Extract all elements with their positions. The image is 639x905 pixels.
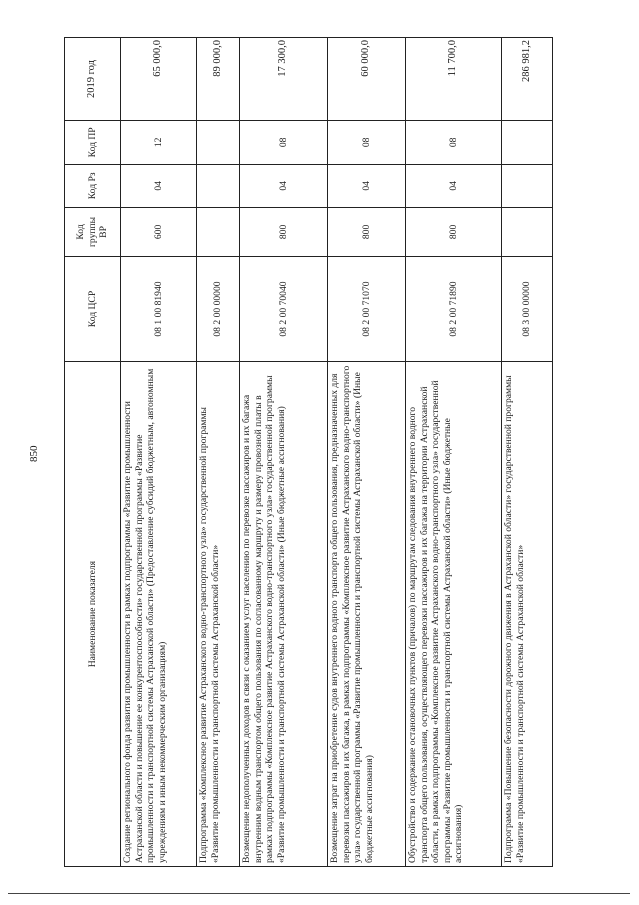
budget-table-container: [64, 37, 552, 867]
row-vr: [502, 208, 553, 257]
row-rz: [502, 164, 553, 207]
page-bottom-rule: [8, 893, 630, 894]
row-vr: [197, 208, 240, 257]
table-row: [197, 38, 240, 867]
row-csr: 08 2 00 00000: [197, 256, 240, 361]
row-year: 17 300,0: [240, 38, 328, 121]
row-csr: 08 3 00 00000: [502, 256, 553, 361]
row-name: Обустройство и содержание остановочных пунктов (причалов) по маршрутам следования внутреннего водного транспорта общего пользования, осуществляющего перевозки пассажиров и их багажа на территории Астраханской области, в рамках подпрограммы «Комплексное развитие Астраханского водно-транспортного узла» государственной программы «Развитие промышленности и транспортной системы Астраханской области» (Иные бюджетные ассигнования): [406, 362, 502, 867]
row-pr: [502, 121, 553, 164]
row-csr: 08 1 00 81940: [121, 256, 197, 361]
row-pr: 08: [406, 121, 502, 164]
row-year: 60 000,0: [328, 38, 406, 121]
row-rz: 04: [328, 164, 406, 207]
page-number: 850: [28, 445, 40, 462]
row-vr: 800: [406, 208, 502, 257]
row-name: Возмещение затрат на приобретение судов внутреннего водного транспорта общего пользования, предназначенных для перевозки пассажиров и их багажа, в рамках подпрограммы «Комплексное развитие Астраханского водно-транспортного узла» государственной программы «Развитие промышленности и транспортной системы Астраханской области» (Иные бюджетные ассигнования): [328, 362, 406, 867]
row-rz: [197, 164, 240, 207]
row-name: Подпрограмма «Комплексное развитие Астраханского водно-транспортного узла» государственной программы «Развитие промышленности и транспортной системы Астраханской области»: [197, 362, 240, 867]
row-pr: 08: [328, 121, 406, 164]
header-csr: Код ЦСР: [65, 256, 121, 361]
header-pr: Код ПР: [65, 121, 121, 164]
row-rz: 04: [240, 164, 328, 207]
header-name: Наименование показателя: [65, 362, 121, 867]
budget-table: [64, 37, 553, 867]
table-row: [502, 38, 553, 867]
table-row: [406, 38, 502, 867]
row-year: 65 000,0: [121, 38, 197, 121]
row-csr: 08 2 00 71890: [406, 256, 502, 361]
row-pr: [197, 121, 240, 164]
row-vr: 800: [328, 208, 406, 257]
row-rz: 04: [121, 164, 197, 207]
header-vr: Код группы ВР: [65, 208, 121, 257]
row-year: 89 000,0: [197, 38, 240, 121]
row-name: Возмещение недополученных доходов в связи с оказанием услуг населению по перевозке пассажиров и их багажа внутренним водным транспортом общего пользования по согласованному маршруту и размеру провозной платы в рамках подпрограммы «Комплексное развитие Астраханского водно-транспортного узла» государственной программы «Развитие промышленности и транспортной системы Астраханской области» (Иные бюджетные ассигнования): [240, 362, 328, 867]
header-year: 2019 год: [65, 38, 121, 121]
row-pr: 12: [121, 121, 197, 164]
table-header: [65, 38, 121, 867]
row-csr: 08 2 00 71070: [328, 256, 406, 361]
row-name: Создание регионального фонда развития промышленности в рамках подпрограммы «Развитие промышленности Астраханской области и повышение ее конкурентоспособности» государственной программы «Развитие промышленности и транспортной системы Астраханской области» (Предоставление субсидий бюджетным, автономным учреждениям и иным некоммерческим организациям): [121, 362, 197, 867]
row-year: 286 981,2: [502, 38, 553, 121]
row-rz: 04: [406, 164, 502, 207]
header-rz: Код Рз: [65, 164, 121, 207]
row-name: Подпрограмма «Повышение безопасности дорожного движения в Астраханской области» государственной программы «Развитие промышленности и транспортной системы Астраханской области»: [502, 362, 553, 867]
table-row: [121, 38, 197, 867]
row-vr: 800: [240, 208, 328, 257]
row-csr: 08 2 00 70040: [240, 256, 328, 361]
table-row: [240, 38, 328, 867]
row-vr: 600: [121, 208, 197, 257]
row-pr: 08: [240, 121, 328, 164]
table-row: [328, 38, 406, 867]
row-year: 11 700,0: [406, 38, 502, 121]
